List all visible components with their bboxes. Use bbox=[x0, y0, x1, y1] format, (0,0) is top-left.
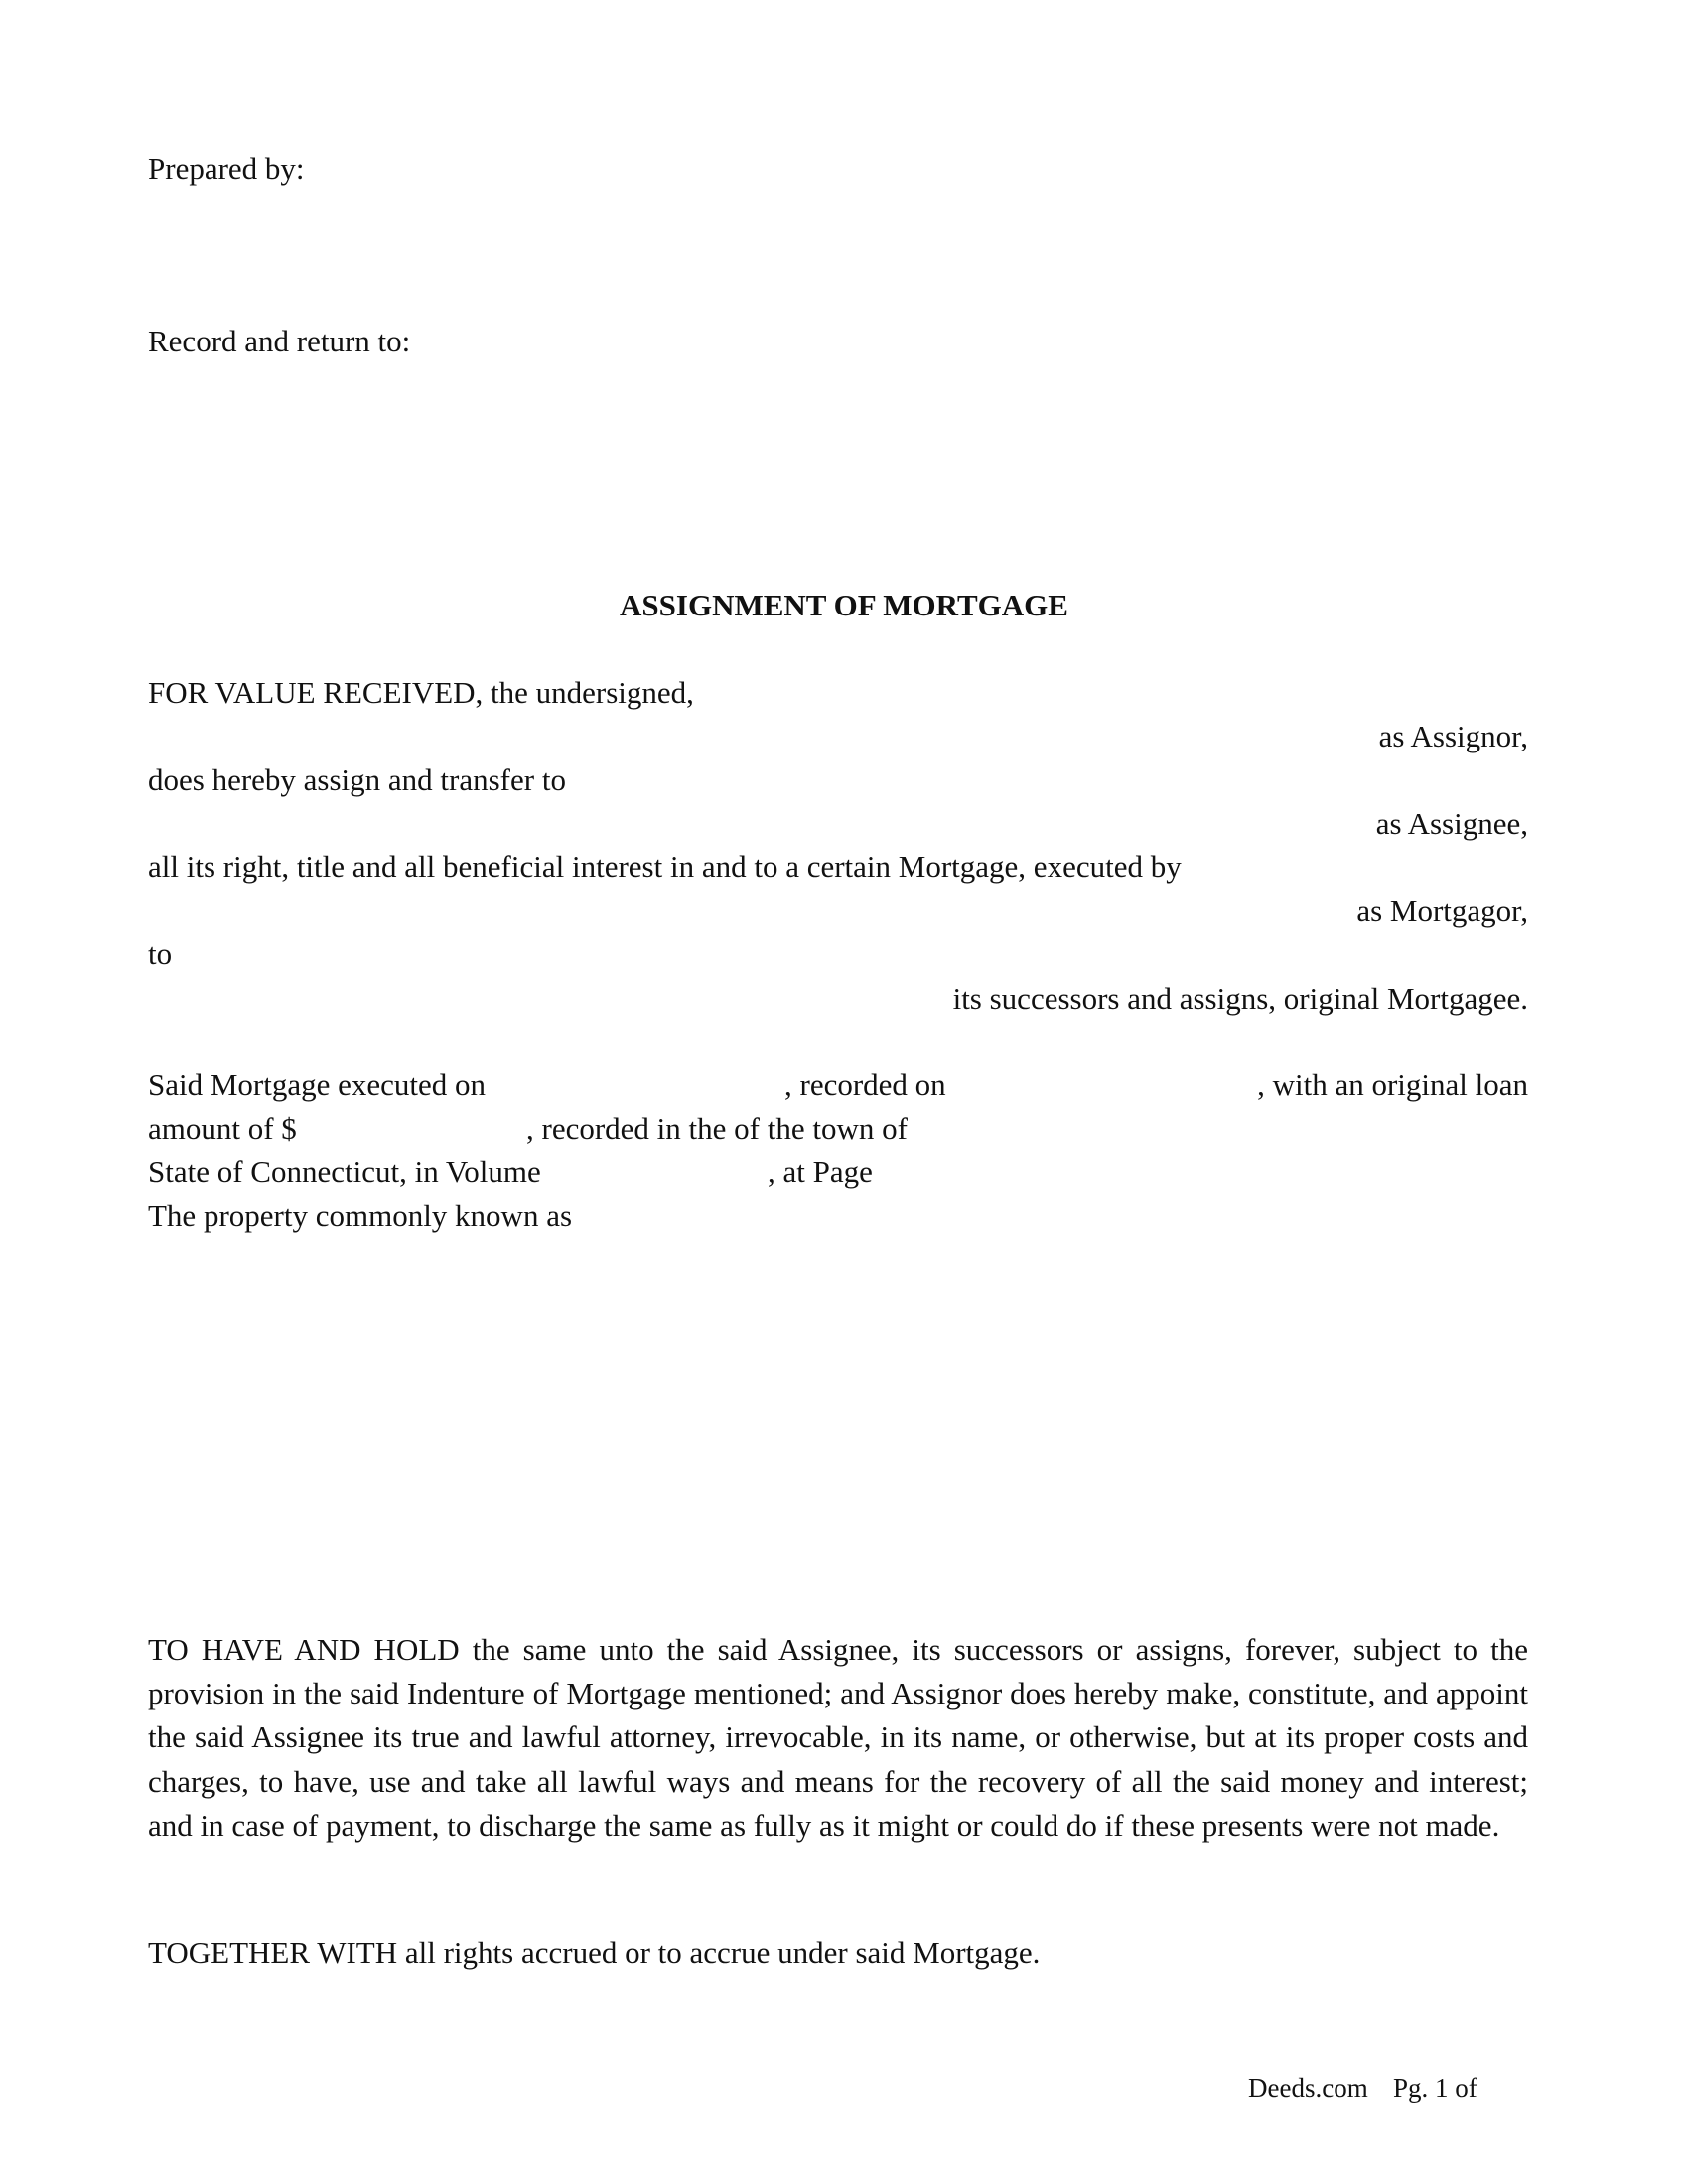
recorded-on-label: , recorded on bbox=[784, 1067, 946, 1102]
assign-transfer-line: does hereby assign and transfer to bbox=[148, 762, 566, 797]
document-title: ASSIGNMENT OF MORTGAGE bbox=[620, 588, 1068, 622]
prepared-by-label: Prepared by: bbox=[148, 151, 305, 186]
mortgagee-label: its successors and assigns, original Mortgagee. bbox=[952, 981, 1528, 1016]
mortgagor-label: as Mortgagor, bbox=[1356, 893, 1528, 928]
at-page-label: , at Page bbox=[768, 1155, 873, 1189]
assignor-label: as Assignor, bbox=[1378, 719, 1528, 753]
to-label: to bbox=[148, 936, 173, 971]
beneficial-interest-line: all its right, title and all beneficial interest in and to a certain Mortgage, executed by bbox=[148, 849, 1182, 884]
footer-page-number: Pg. 1 of bbox=[1393, 2073, 1477, 2103]
habendum-text: TO HAVE AND HOLD the same unto the said Assignee, its successors or assigns, forever, subject to the provision in the said Indenture of Mortgage mentioned; and Assignor does hereby make, constitute, and appoint the said Assignee its true and lawful attorney, irrevocable, in its name, or otherwise, but at its proper costs and charges, to have, use and take all lawful ways and means for the recovery of all the said money and interest; and in case of payment, to discharge the same as fully as it might or could do if these presents were not made. bbox=[148, 1632, 1528, 1843]
footer-site: Deeds.com bbox=[1248, 2073, 1368, 2103]
for-value-received-line: FOR VALUE RECEIVED, the undersigned, bbox=[148, 675, 694, 710]
original-loan-label: , with an original loan bbox=[1257, 1067, 1528, 1102]
amount-label: amount of $ bbox=[148, 1111, 297, 1146]
assignee-label: as Assignee, bbox=[1375, 806, 1528, 841]
property-known-label: The property commonly known as bbox=[148, 1198, 573, 1233]
executed-on-label: Said Mortgage executed on bbox=[148, 1067, 487, 1102]
together-with-paragraph: TOGETHER WITH all rights accrued or to accrue under said Mortgage. bbox=[148, 1935, 1041, 1970]
state-volume-label: State of Connecticut, in Volume bbox=[148, 1155, 541, 1189]
habendum-paragraph bbox=[148, 1628, 1528, 1847]
recorded-town-label: , recorded in the of the town of bbox=[526, 1111, 908, 1146]
record-return-label: Record and return to: bbox=[148, 324, 411, 358]
